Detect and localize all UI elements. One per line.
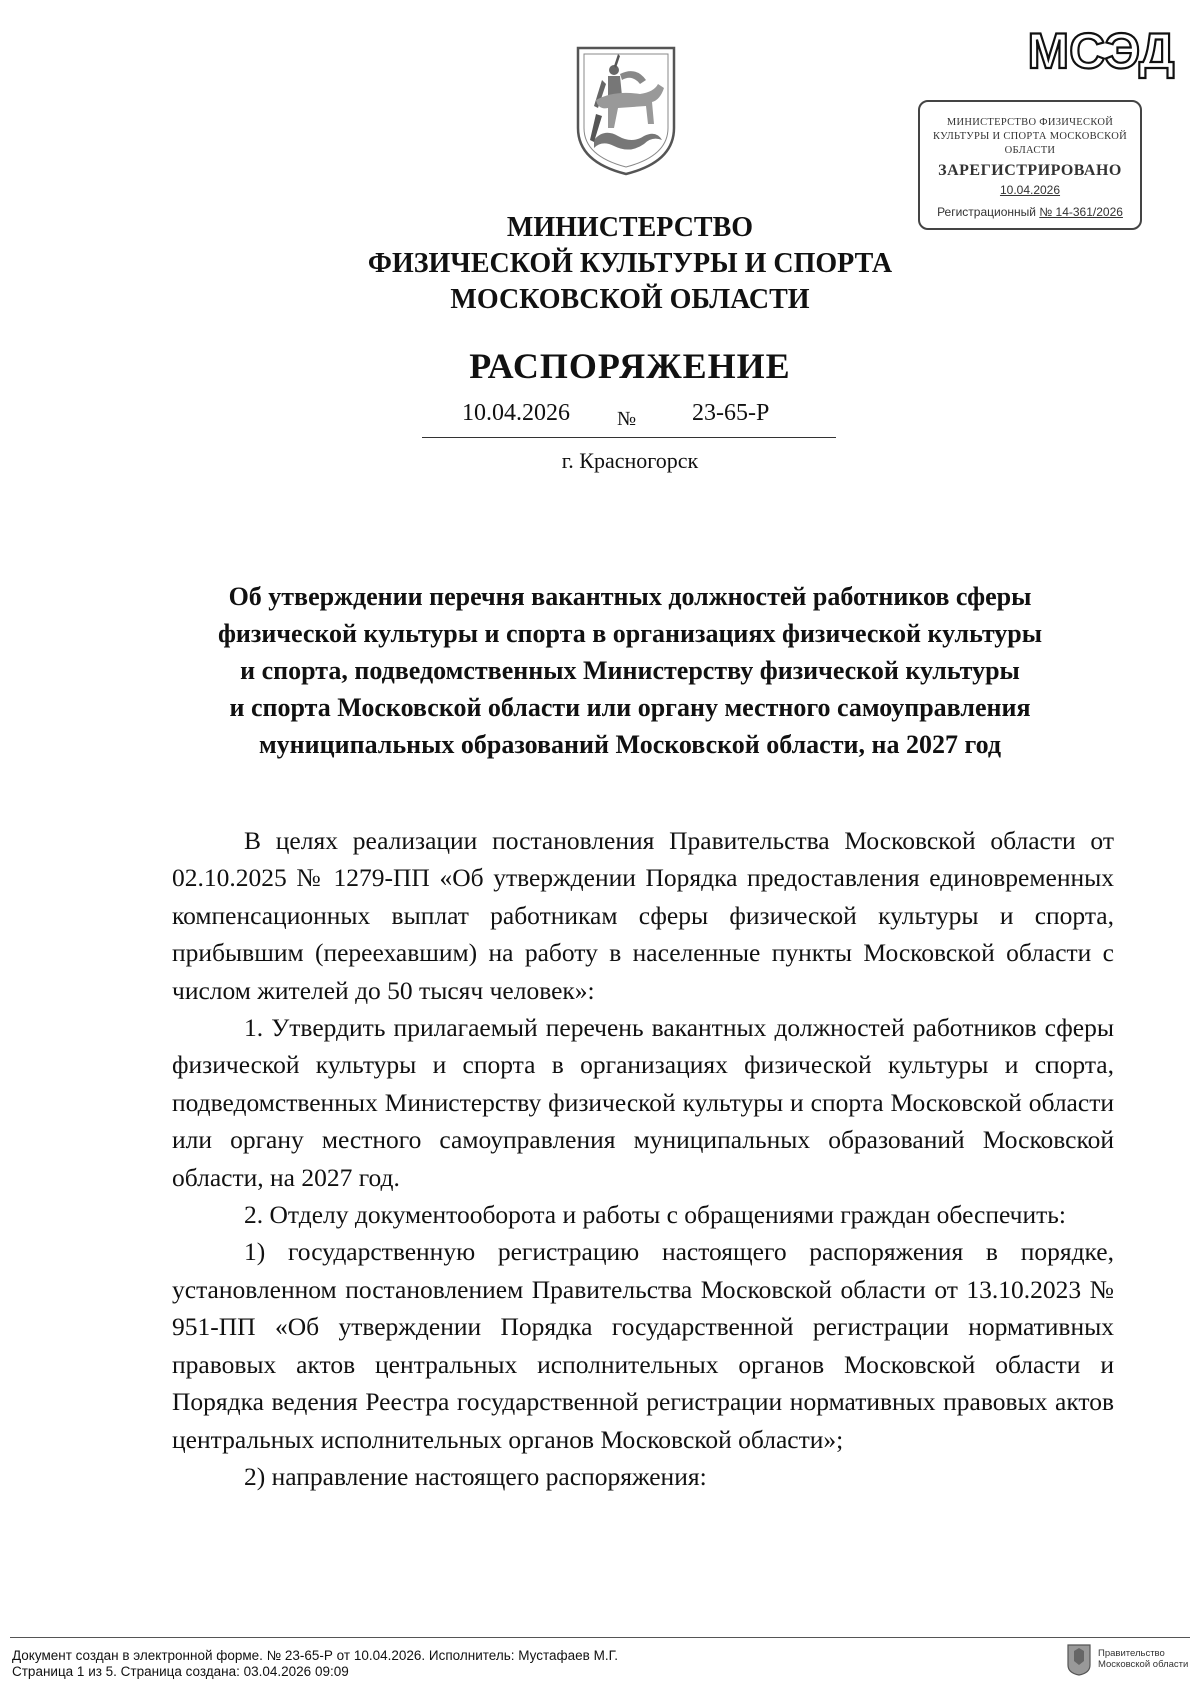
msed-logo [1027,20,1175,80]
document-body [172,822,1114,1495]
document-title [190,578,1070,763]
footer-info [12,1648,618,1680]
coat-of-arms-icon [574,44,678,178]
stamp-reg-value: № 14-361/2026 [1039,205,1123,219]
title-line: Об утверждении перечня вакантных должностей работников сферы [228,582,1032,611]
ministry-line: ФИЗИЧЕСКОЙ КУЛЬТУРЫ И СПОРТА [367,248,893,279]
title-line: муниципальных образований Московской области, на 2027 год [258,730,1002,759]
ministry-heading [200,210,1060,318]
title-line: и спорта, подведомственных Министерству физической культуры [240,656,1020,685]
msed-logo-text: МСЭД [1027,23,1175,79]
body-paragraph: 1. Утвердить прилагаемый перечень вакантных должностей работников сферы физической культуры и спорта в организациях физической культуры и спорта, подведомственных Министерству физической культуры и спорта Московской области или органу местного самоуправления муниципальных образований Московской области, на 2027 год. [172,1013,1114,1192]
body-paragraph: 2) направление настоящего распоряжения: [244,1461,707,1491]
title-line: и спорта Московской области или органу местного самоуправления [229,693,1031,722]
stamp-ministry-line: МИНИСТЕРСТВО ФИЗИЧЕСКОЙ [946,117,1114,128]
government-emblem-icon [1066,1643,1092,1677]
footer-line: Документ создан в электронной форме. № 23-65-Р от 10.04.2026. Исполнитель: Мустафаев М.Г. [12,1648,618,1663]
body-paragraph: 2. Отделу документооборота и работы с обращениями граждан обеспечить: [244,1200,1067,1230]
stamp-reg-label: Регистрационный [937,205,1036,219]
document-number: 23-65-Р [692,400,770,426]
gov-label-line: Московской области [1098,1659,1189,1670]
ministry-line: МИНИСТЕРСТВО [506,212,754,243]
title-line: физической культуры и спорта в организациях физической культуры [217,619,1043,648]
ministry-line: МОСКОВСКОЙ ОБЛАСТИ [450,284,810,315]
body-paragraph: В целях реализации постановления Правительства Московской области от 02.10.2025 № 1279-ПП «Об утверждении Порядка предоставления единовременных компенсационных выплат работникам сферы физической культуры и спорта, прибывшим (переехавшим) на работу в населенные пункты Московской области с числом жителей до 50 тысяч человек»: [172,826,1114,1005]
stamp-status: ЗАРЕГИСТРИРОВАНО [938,162,1122,179]
document-type: РАСПОРЯЖЕНИЕ [469,346,791,386]
footer-divider [10,1637,1190,1638]
body-paragraph: 1) государственную регистрацию настоящего распоряжения в порядке, установленном постановлением Правительства Московской области от 13.10.2023 № 951-ПП «Об утверждении Порядка государственной регистрации нормативных правовых актов центральных исполнительных органов Московской области и Порядка ведения Реестра государственной регистрации нормативных правовых актов центральных исполнительных органов Московской области»; [172,1237,1114,1454]
document-date: 10.04.2026 [462,400,570,426]
government-label [1098,1648,1188,1670]
stamp-date: 10.04.2026 [999,183,1061,197]
gov-label-line: Правительство [1098,1648,1165,1659]
city: г. Красногорск [561,448,699,473]
stamp-ministry-line: ОБЛАСТИ [1004,145,1056,156]
footer-line: Страница 1 из 5. Страница создана: 03.04.2026 09:09 [12,1664,349,1679]
stamp-ministry-line: КУЛЬТУРЫ И СПОРТА МОСКОВСКОЙ [932,131,1127,142]
number-sign: № [617,408,637,430]
date-number-line [422,398,836,438]
